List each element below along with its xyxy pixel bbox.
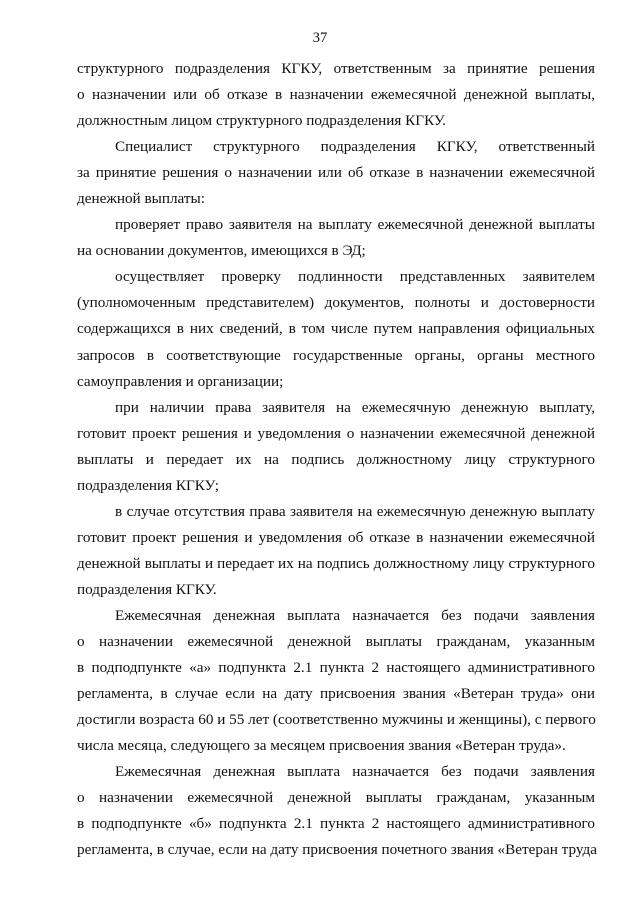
- text-line: в подподпункте «а» подпункта 2.1 пункта 2 настоящего административного: [77, 659, 595, 677]
- body-text: [77, 56, 595, 863]
- page-number: 37: [312, 30, 328, 46]
- text-line: Ежемесячная денежная выплата назначается без подачи заявления: [115, 763, 595, 781]
- text-line: структурного подразделения КГКУ, ответственным за принятие решения: [77, 60, 595, 77]
- text-line: при наличии права заявителя на ежемесячную денежную выплату,: [115, 398, 595, 416]
- text-line: о назначении ежемесячной денежной выплаты гражданам, указанным: [77, 633, 595, 651]
- text-line: Специалист структурного подразделения КГКУ, ответственный: [115, 138, 595, 156]
- text-line: о назначении или об отказе в назначении ежемесячной денежной выплаты,: [77, 86, 595, 104]
- text-line: запросов в соответствующие государственные органы, органы местного: [77, 346, 595, 364]
- text-line: регламента, в случае, если на дату присвоения почетного звания «Ветеран труда: [77, 841, 597, 859]
- text-line: проверяет право заявителя на выплату ежемесячной денежной выплаты: [115, 216, 595, 234]
- text-line: денежной выплаты:: [77, 190, 205, 208]
- text-line: о назначении ежемесячной денежной выплаты гражданам, указанным: [77, 789, 595, 807]
- text-line: числа месяца, следующего за месяцем присвоения звания «Ветеран труда».: [77, 737, 566, 755]
- text-line: регламента, в случае если на дату присвоения звания «Ветеран труда» они: [77, 685, 595, 703]
- text-line: Ежемесячная денежная выплата назначается без подачи заявления: [115, 606, 595, 624]
- text-line: денежной выплаты и передает их на подпись должностному лицу структурного: [77, 554, 595, 572]
- text-line: (уполномоченным представителем) документов, полноты и достоверности: [77, 294, 595, 312]
- text-line: должностным лицом структурного подразделения КГКУ.: [77, 112, 446, 130]
- text-line: содержащихся в них сведений, в том числе путем направления официальных: [77, 320, 595, 338]
- text-line: на основании документов, имеющихся в ЭД;: [77, 242, 366, 260]
- text-line: готовит проект решения и уведомления об отказе в назначении ежемесячной: [77, 528, 595, 546]
- text-line: подразделения КГКУ;: [77, 476, 220, 494]
- text-line: в подподпункте «б» подпункта 2.1 пункта 2 настоящего административного: [77, 815, 595, 833]
- text-line: готовит проект решения и уведомления о назначении ежемесячной денежной: [77, 424, 595, 442]
- text-line: осуществляет проверку подлинности представленных заявителем: [115, 268, 595, 286]
- text-line: достигли возраста 60 и 55 лет (соответственно мужчины и женщины), с первого: [77, 711, 596, 729]
- text-line: за принятие решения о назначении или об отказе в назначении ежемесячной: [77, 164, 595, 182]
- text-line: выплаты и передает их на подпись должностному лицу структурного: [77, 450, 595, 468]
- text-line: в случае отсутствия права заявителя на ежемесячную денежную выплату: [115, 502, 595, 520]
- text-line: самоуправления и организации;: [77, 372, 284, 390]
- text-line: подразделения КГКУ.: [77, 580, 217, 598]
